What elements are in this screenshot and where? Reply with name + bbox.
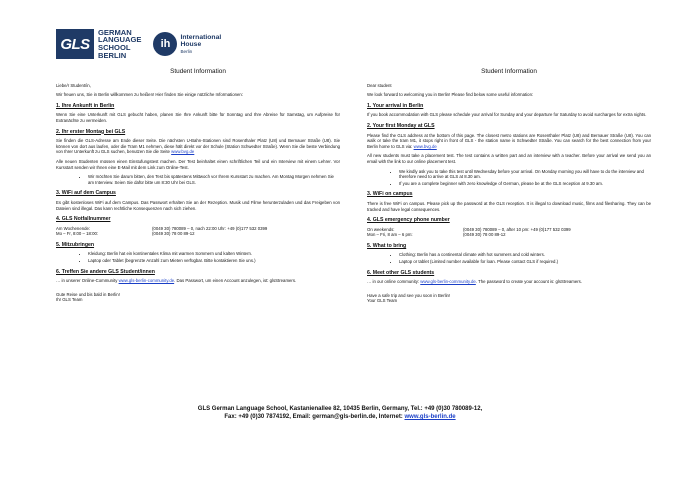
- bvg-link[interactable]: www.bvg.de: [171, 149, 195, 155]
- section-heading-community: 6. Treffen Sie andere GLS Student/innen: [56, 268, 155, 275]
- footer-line-2: Fax: +49 (0)30 7874192, Email: german@gls-berlin.de, Internet: www.gls-berlin.de: [224, 414, 456, 420]
- section-text-community: … in our online community: www.gls-berlin-community.de. The password to create your account is: glsStreamers.: [367, 279, 583, 285]
- community-link[interactable]: www.gls-berlin-community.de: [420, 279, 476, 285]
- website-link[interactable]: www.gls-berlin.de: [404, 414, 456, 420]
- section-text-placement: All new students must take a placement test. The test contains a written part and an interview with a teacher. Before your arrival we send you an email with the link to our online placement test.: [367, 153, 651, 164]
- list-item: • Laptop oder Tablet (begrenzte Anzahl zum Mieten verfügbar. Bitte kontaktieren Sie uns.): [88, 258, 340, 264]
- section-heading-bring: 5. Mitzubringen: [56, 241, 95, 248]
- english-column: [367, 69, 651, 304]
- section-heading-emergency: 4. GLS emergency phone number: [367, 217, 450, 224]
- section-heading-community: 6. Meet other GLS students: [367, 269, 435, 276]
- greeting: Liebe/r Student/in,: [56, 82, 91, 88]
- intro: We look forward to welcoming you in Berlin! Please find below some useful information:: [367, 92, 534, 98]
- section-text-wifi: Es gibt kostenloses WiFi auf dem Campus. Das Passwort erhalten Sie an der Rezeption. Musik und Filme herunterzuladen und das Freigeben von Dateien sind illegal. Das kann rechtliche Konsequenzen nach sich ziehen.: [56, 199, 340, 211]
- section-heading-bring: 5. What to bring: [367, 242, 407, 249]
- section-heading-arrival: 1. Ihre Ankunft in Berlin: [56, 102, 115, 109]
- gls-logo-mark: GLS: [56, 29, 94, 59]
- emergency-row: Am Wochenende: (0049 30) 780089 – 0, nach 22:00 Uhr: +49 (0)177 532 0399: [56, 225, 268, 231]
- ih-logo-text: International House Berlin: [180, 33, 222, 54]
- section-text-first-monday: Sie finden die GLS-Adresse am Ende dieser Seite. Die nächsten U-Bahn-Stationen sind Rosenthaler Platz (U8) und Bernauer Straße (U8). Sie können von dort aus laufen, oder die Tram M1 nehmen, diese hält direkt vor der Schule (Station Schwedter Straße). Wenn Sie die beste Verbindung von Ihrer Unterkunft zu GLS suchen, benutzen Sie die Seite www.bvg.de: [56, 138, 340, 155]
- list-item: • If you are a complete beginner with zero knowledge of German, please be at the GLS reception at 9.30 am.: [399, 181, 651, 187]
- list-item: • Laptop or tablet (Limited number available for loan. Please contact GLS if required.): [399, 259, 651, 265]
- closing-line: Have a safe trip and see you soon in Berlin!: [367, 292, 451, 298]
- section-heading-emergency: 4. GLS Notfallnummer: [56, 216, 111, 223]
- emergency-row: Mon – Fri, 8 am – 6 pm: (0049 30) 78 00 89-12: [367, 232, 506, 238]
- gls-logo-text: GERMAN LANGUAGE SCHOOL BERLIN: [98, 27, 142, 60]
- section-heading-wifi: 3. WiFi on campus: [367, 191, 413, 198]
- community-link[interactable]: www.gls-berlin-community.de: [118, 278, 175, 284]
- footer-address: [0, 405, 680, 421]
- closing-signature: Your GLS Team: [367, 298, 398, 304]
- ih-logo-mark: ih: [153, 32, 177, 56]
- footer-line-1: GLS German Language School, Kastanienallee 82, 10435 Berlin, Germany, Tel.: +49 (0)30 780089-12,: [197, 406, 483, 412]
- section-heading-first-monday: 2. Your first Monday at GLS: [367, 122, 435, 129]
- section-heading-first-monday: 2. Ihr erster Montag bei GLS: [56, 128, 126, 135]
- header-logos: [56, 26, 221, 62]
- german-column: [56, 69, 340, 303]
- section-text-placement: Alle neuen Studenten müssen einen Einstufungstest machen. Der Test beinhaltet einen schriftlichen Teil und ein Interview mit einem Lehrer. Vor Kursstart senden wir Ihnen eine E-Mail mit dem Link zum Online-Test.: [56, 158, 340, 170]
- list-item: • We kindly ask you to take this test until Wednesday before your arrival. On Monday morning you will have to do the interview and therefore need to arrive at GLS at 8.30 am.: [399, 169, 651, 180]
- greeting: Dear student: [367, 82, 392, 88]
- page-title: Student Information: [481, 68, 537, 75]
- section-text-wifi: There is free WiFi on campus. Please pick up the password at the GLS reception. It is illegal to download music, films and filesharing. They can be tracked and have legal consequences.: [367, 200, 651, 212]
- bvg-link[interactable]: www.bvg.de: [413, 143, 437, 149]
- emergency-row: Mo – Fr, 8:00 – 18:00: (0049 30) 78 00 89-12: [56, 231, 195, 237]
- section-heading-wifi: 3. WiFi auf dem Campus: [56, 190, 116, 197]
- section-text-first-monday: Please find the GLS address at the bottom of this page. The closest metro stations are Rosenthaler Platz (U8) and Bernauer Straße (U8). You can walk or take the tram M1, it stops right in front of GLS - the station name is Schwedter Straße. You can search for the best connection from your Berlin home to GLS via: www.bvg.de: [367, 132, 651, 149]
- closing-line: Gute Reise und bis bald in Berlin!: [56, 291, 120, 297]
- list-item: • Clothing: Berlin has a continental climate with hot summers and cold winters.: [399, 252, 651, 258]
- section-text-arrival: If you book accommodation with GLS please schedule your arrival for Sunday and your departure for Saturday to avoid surcharges for extra nights.: [367, 112, 647, 118]
- page-title: Student Information: [170, 68, 226, 75]
- intro: Wir freuen uns, Sie in Berlin willkommen zu heißen! Hier finden Sie einige nützliche Informationen:: [56, 92, 244, 98]
- section-text-community: … in unserer Online-Community www.gls-berlin-community.de. Das Passwort, um einen Account anzulegen, ist: glsStreamers.: [56, 278, 297, 284]
- closing-signature: Ihr GLS Team: [56, 297, 83, 303]
- placement-bullets: [56, 174, 340, 185]
- bring-bullets: [56, 251, 340, 263]
- list-item: • Wir möchten Sie darum bitten, den Test bis spätestens Mittwoch vor Ihrem Kursstart zu machen. Am Montag Morgen nehmen Sie am Interview. Seien Sie dafür bitte um 8:30 Uhr bei GLS.: [88, 174, 340, 185]
- emergency-row: On weekends: (0049 30) 780089 – 0, after 10 pm: +49 (0)177 532 0399: [367, 226, 571, 232]
- list-item: • Kleidung: Berlin hat ein kontinentales Klima mit warmen Sommern und kalten Wintern.: [88, 251, 340, 257]
- section-heading-arrival: 1. Your arrival in Berlin: [367, 102, 424, 109]
- placement-bullets: [367, 169, 651, 187]
- section-text-arrival: Wenn Sie eine Unterkunft mit GLS gebucht haben, planen Sie Ihre Ankunft bitte für Sonntag und Ihre Abreise für Samstag, um Aufpreise für Extranächte zu vermeiden.: [56, 112, 340, 123]
- bring-bullets: [367, 252, 651, 264]
